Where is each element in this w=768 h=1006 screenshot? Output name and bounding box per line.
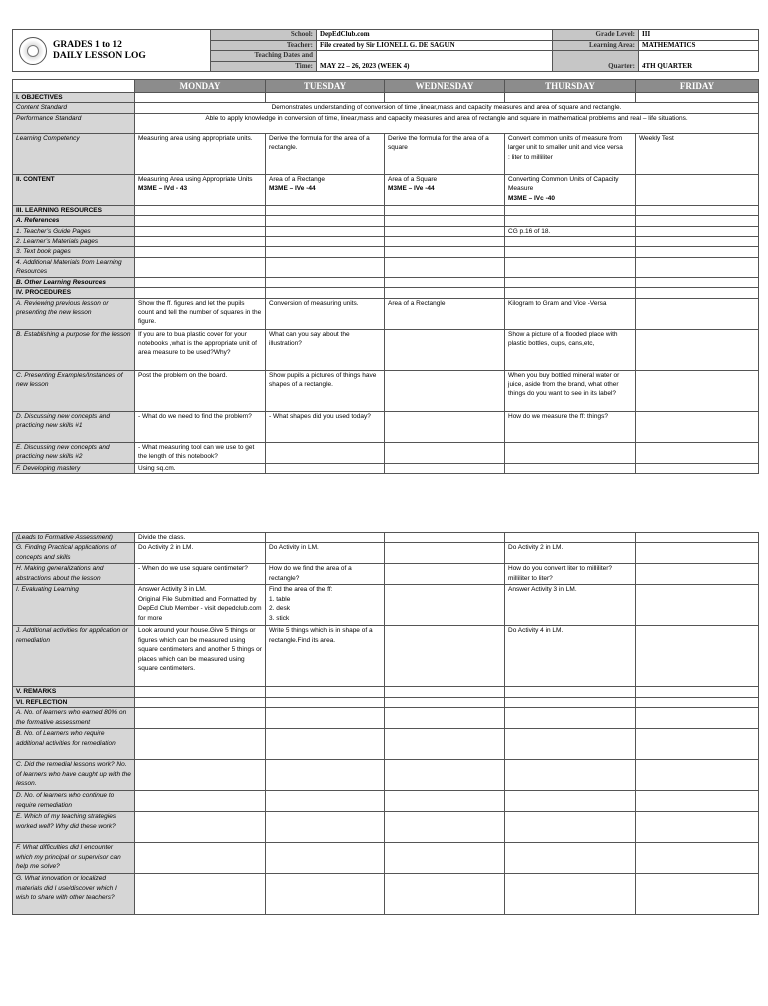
content-tue (266, 174, 385, 205)
proc-a-tue: Conversion of measuring units. (266, 298, 385, 329)
row-label-proc-d: D. Discussing new concepts and practicing new skills #1 (13, 411, 135, 442)
row-label-proc-a: A. Reviewing previous lesson or presenting the new lesson (13, 298, 135, 329)
proc-h-mon: - When do we use square centimeter? (135, 564, 266, 585)
performance-standard-text: Able to apply knowledge in conversion of time, linear,mass and capacity measures and area of rectangle and square in mathematical problems and real – life situations. (135, 113, 759, 133)
content-mon-code: M3ME – IVd - 43 (138, 185, 188, 193)
lesson-log-table (12, 79, 759, 474)
day-header-row (13, 80, 759, 93)
row-label-proc-i: I. Evaluating Learning (13, 585, 135, 626)
proc-b-mon: If you are to bua plastic cover for your notebooks ,what is the appropriate unit of area measure to be used?Why? (135, 329, 266, 370)
quarter-label: Quarter: (553, 51, 639, 72)
content-thu-title: Converting Common Units of Capacity Measure (508, 175, 619, 193)
row-label-other: B. Other Learning Resources (13, 277, 135, 287)
day-tuesday: TUESDAY (266, 80, 385, 93)
school-value: DepEdClub.com (317, 30, 553, 41)
proc-f-mon-cont: Divide the class. (135, 533, 266, 543)
proc-b-thu: Show a picture of a flooded place with plastic bottles, cups, cans,etc, (505, 329, 636, 370)
proc-j-thu: Do Activity 4 in LM. (505, 626, 636, 687)
content-mon-title: Measuring Area using Appropriate Units (138, 175, 253, 183)
proc-c-mon: Post the problem on the board. (135, 370, 266, 411)
tg-thu: CG p.16 of 18. (505, 226, 636, 236)
row-label-additional: 4. Additional Materials from Learning Resources (13, 257, 135, 277)
lesson-log-table-continued (12, 532, 759, 915)
proc-a-mon: Show the ff. figures and let the pupils count and tell the number of squares in the figure. (135, 298, 266, 329)
proc-d-tue: - What shapes did you used today? (266, 411, 385, 442)
logo-title: GRADES 1 to 12 (53, 39, 122, 50)
row-label-ref-d: D. No. of learners who continue to require remediation (13, 791, 135, 812)
competency-wed: Derive the formula for the area of a square (385, 133, 505, 174)
row-label-lm: 2. Learner’s Materials pages (13, 237, 135, 247)
row-label-proc-f-cont: (Leads to Formative Assessment) (13, 533, 135, 543)
section-reflection: VI. REFLECTION (13, 697, 135, 707)
section-remarks: V. REMARKS (13, 687, 135, 697)
day-monday: MONDAY (135, 80, 266, 93)
proc-h-thu: How do you convert liter to milliliter?milliliter to liter? (505, 564, 636, 585)
content-mon (135, 174, 266, 205)
day-wednesday: WEDNESDAY (385, 80, 505, 93)
section-resources: III. LEARNING RESOURCES (13, 205, 135, 215)
content-standard-text: Demonstrates understanding of conversion of time ,linear,mass and capacity measures and area of square and rectangle. (135, 103, 759, 113)
proc-d-thu: How do we measure the ff: things? (505, 411, 636, 442)
day-thursday: THURSDAY (505, 80, 636, 93)
proc-a-wed: Area of a Rectangle (385, 298, 505, 329)
area-label: Learning Area: (553, 40, 639, 51)
row-label-performance-standard: Performance Standard (13, 113, 135, 133)
content-wed-title: Area of a Square (388, 175, 438, 183)
row-label-proc-j: J. Additional activities for application or remediation (13, 626, 135, 687)
proc-j-mon: Look around your house.Give 5 things or figures which can be measured using square centimeters and another 5 things or places which can be measured using square centimeters. (135, 626, 266, 687)
proc-d-mon: - What do we need to find the problem? (135, 411, 266, 442)
proc-f-mon: Using sq.cm. (135, 463, 266, 473)
header-table (12, 29, 759, 72)
section-procedures: IV. PROCEDURES (13, 288, 135, 298)
row-label-proc-c: C. Presenting Examples/Instances of new lesson (13, 370, 135, 411)
row-label-ref-e: E. Which of my teaching strategies worked well? Why did these work? (13, 812, 135, 843)
school-label: School: (211, 30, 317, 41)
dates-value: MAY 22 – 26, 2023 (WEEK 4) (317, 51, 553, 72)
content-tue-code: M3ME – IVe -44 (269, 185, 316, 193)
teacher-value: File created by Sir LIONELL G. DE SAGUN (317, 40, 553, 51)
row-label-ref-f: F. What difficulties did I encounter which my principal or supervisor can help me solve? (13, 843, 135, 874)
content-thu-code: M3ME – IVc -40 (508, 194, 555, 202)
row-label-content-standard: Content Standard (13, 103, 135, 113)
row-label-ref-b: B. No. of Learners who require additional activities for remediation (13, 729, 135, 760)
row-label-ref-c: C. Did the remedial lessons work? No. of learners who have caught up with the lesson. (13, 760, 135, 791)
row-label-proc-e: E. Discussing new concepts and practicing new skills #2 (13, 442, 135, 463)
row-label-textbook: 3. Text book pages (13, 247, 135, 257)
content-thu (505, 174, 636, 205)
teacher-label: Teacher: (211, 40, 317, 51)
row-label-tg: 1. Teacher’s Guide Pages (13, 226, 135, 236)
dates-label-1: Teaching Dates and (211, 51, 317, 62)
content-wed (385, 174, 505, 205)
row-label-competency: Learning Competency (13, 133, 135, 174)
logo-subtitle: DAILY LESSON LOG (53, 50, 146, 61)
section-content: II. CONTENT (13, 174, 135, 205)
day-friday: FRIDAY (636, 80, 759, 93)
proc-c-tue: Show pupils a pictures of things have shapes of a rectangle. (266, 370, 385, 411)
proc-c-thu: When you buy bottled mineral water or juice, aside from the brand, what other things do you want to see in its label? (505, 370, 636, 411)
content-tue-title: Area of a Rectange (269, 175, 326, 183)
competency-tue: Derive the formula for the area of a rectangle. (266, 133, 385, 174)
proc-i-mon: Answer Activity 3 in LM. Original File Submitted and Formatted by DepEd Club Member - visit depedclub.com for more (135, 585, 266, 626)
proc-i-thu: Answer Activity 3 in LM. (505, 585, 636, 626)
row-label-references: A. References (13, 216, 135, 226)
proc-i-tue: Find the area of the ff: 1. table 2. desk 3. stick (266, 585, 385, 626)
proc-g-thu: Do Activity 2 in LM. (505, 543, 636, 564)
area-value: MATHEMATICS (639, 40, 759, 51)
logo-cell (13, 30, 211, 72)
row-label-ref-g: G. What innovation or localized materials did I use/discover which I wish to share with other teachers? (13, 874, 135, 915)
proc-j-tue: Write 5 things which is in shape of a rectangle.Find its area. (266, 626, 385, 687)
proc-a-thu: Kilogram to Gram and Vice -Versa (505, 298, 636, 329)
quarter-value: 4TH QUARTER (639, 51, 759, 72)
dates-label-2: Time: (211, 61, 317, 72)
deped-seal-icon (19, 37, 47, 65)
content-wed-code: M3ME – IVe -44 (388, 185, 435, 193)
section-objectives: I. OBJECTIVES (13, 93, 135, 103)
competency-fri: Weekly Test (636, 133, 759, 174)
row-label-proc-g: G. Finding Practical applications of concepts and skills (13, 543, 135, 564)
row-label-proc-h: H. Making generalizations and abstractions about the lesson (13, 564, 135, 585)
grade-label: Grade Level: (553, 30, 639, 41)
grade-value: III (639, 30, 759, 41)
competency-mon: Measuring area using appropriate units. (135, 133, 266, 174)
proc-g-mon: Do Activity 2 in LM. (135, 543, 266, 564)
proc-h-tue: How do we find the area of a rectangle? (266, 564, 385, 585)
proc-g-tue: Do Activity in LM. (266, 543, 385, 564)
row-label-proc-b: B. Establishing a purpose for the lesson (13, 329, 135, 370)
row-label-proc-f: F. Developing mastery (13, 463, 135, 473)
proc-e-mon: - What measuring tool can we use to get the length of this notebook? (135, 442, 266, 463)
proc-b-tue: What can you say about the illustration? (266, 329, 385, 370)
competency-thu: Convert common units of measure from larger unit to smaller unit and vice versa : liter to milliliter (505, 133, 636, 174)
row-label-ref-a: A. No. of learners who earned 80% on the formative assessment (13, 708, 135, 729)
